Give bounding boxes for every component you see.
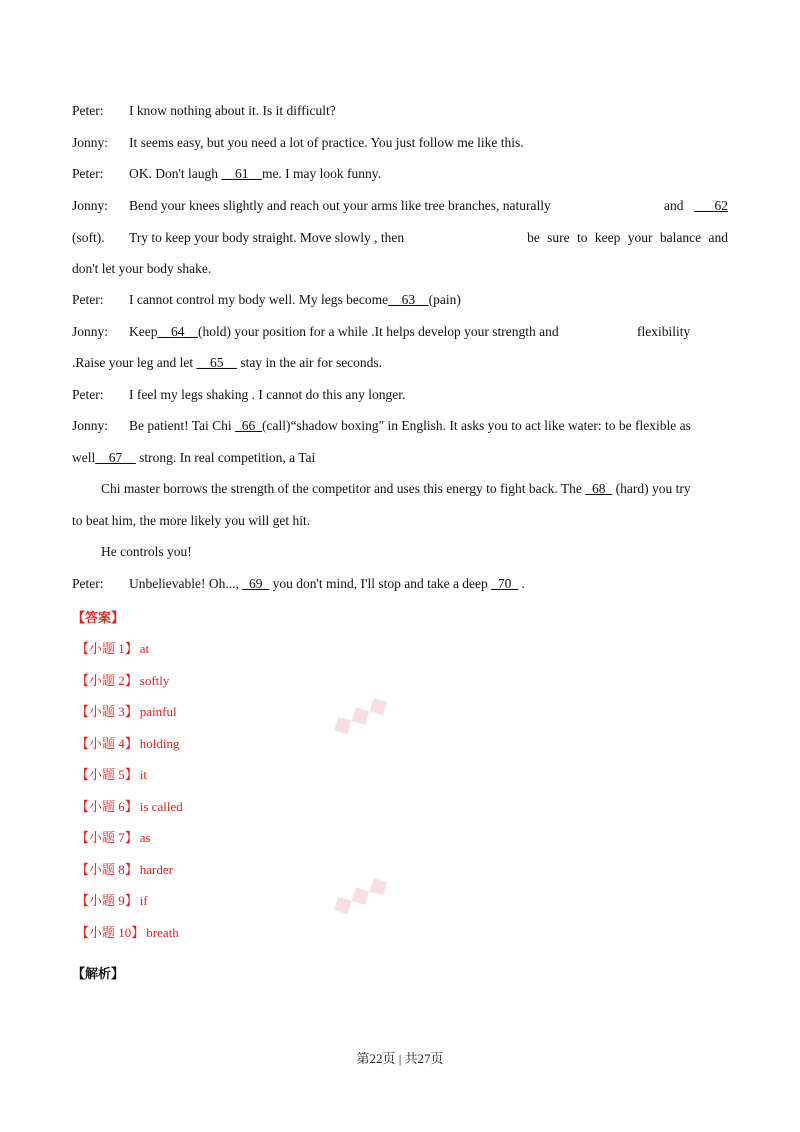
blank-70: _70_	[491, 576, 519, 591]
dialogue-line: (soft). Try to keep your body straight. Move slowly , then be sure to keep your balance and	[72, 230, 728, 245]
answer-item: 【小题 7】 as	[76, 830, 151, 845]
speaker: Jonny:	[72, 135, 109, 150]
blank-64: __64__	[157, 324, 198, 339]
watermark-mark: ◆◆◆	[326, 867, 394, 923]
dialogue-line: to beat him, the more likely you will get hit.	[72, 513, 311, 528]
dialogue-line: .Raise your leg and let __65__ stay in the air for seconds.	[72, 355, 383, 370]
dialogue-line	[72, 134, 728, 152]
speaker: Peter:	[72, 166, 104, 181]
dialogue-line: Jonny: Be patient! Tai Chi _66_(call)“shadow boxing" in English. It asks you to act like water: to be flexible as	[72, 418, 691, 433]
dialogue-line: He controls you!	[101, 544, 192, 559]
dialogue-line: Chi master borrows the strength of the competitor and uses this energy to fight back. The _68_ (hard) you try	[101, 481, 691, 496]
blank-69: _69_	[242, 576, 270, 591]
answer-item: 【小题 10】 breath	[76, 925, 179, 940]
speaker: Jonny:	[72, 198, 109, 213]
blank-67: __67__	[95, 450, 136, 465]
blank-61: __61__	[221, 166, 262, 181]
dialogue-line: Peter: Unbelievable! Oh..., _69_ you don't mind, I'll stop and take a deep _70_ .	[72, 576, 525, 591]
answer-item: 【小题 3】 painful	[76, 704, 177, 719]
answer-item: 【小题 2】 softly	[76, 673, 170, 688]
dialogue-line: don't let your body shake.	[72, 261, 212, 276]
answer-item: 【小题 1】 at	[76, 641, 150, 656]
speaker: Peter:	[72, 103, 104, 118]
speaker: Peter:	[72, 292, 104, 307]
speaker: Jonny:	[72, 418, 109, 433]
page-footer: 第22页 | 共27页	[356, 1051, 444, 1066]
answer-item: 【小题 4】 holding	[76, 736, 180, 751]
blank-66: _66_	[235, 418, 263, 433]
dialogue-line: Peter: I cannot control my body well. My legs become__63__(pain)	[72, 292, 461, 307]
answer-heading: 【答案】	[72, 610, 125, 625]
speaker: Jonny:	[72, 324, 109, 339]
dialogue-line: Jonny: Keep__64__(hold) your position for a while .It helps develop your strength and flexibility	[72, 324, 691, 339]
dialogue-line: Peter: OK. Don't laugh __61__me. I may look funny.	[72, 166, 382, 181]
blank-68: _68_	[585, 481, 613, 496]
dialogue-line: well__67__ strong. In real competition, a Tai	[72, 450, 316, 465]
blank-65: __65__	[196, 355, 237, 370]
dialogue-line	[72, 102, 728, 120]
answer-item: 【小题 6】 is called	[76, 799, 183, 814]
line-text: It seems easy, but you need a lot of practice. You just follow me like this.	[129, 135, 524, 150]
blank-63: __63__	[388, 292, 429, 307]
dialogue-line: Peter: I feel my legs shaking . I cannot do this any longer.	[72, 387, 406, 402]
answer-item: 【小题 5】 it	[76, 767, 147, 782]
answer-item: 【小题 9】 if	[76, 893, 148, 908]
blank-62: ___62	[694, 198, 728, 213]
line-text: I know nothing about it. Is it difficult?	[129, 103, 336, 118]
watermark-mark: ◆◆◆	[326, 687, 394, 743]
analysis-heading: 【解析】	[72, 966, 125, 981]
speaker: Peter:	[72, 576, 104, 591]
dialogue-line: Jonny: Bend your knees slightly and reach out your arms like tree branches, naturally and ___62	[72, 198, 728, 213]
answer-item: 【小题 8】 harder	[76, 862, 173, 877]
speaker: Peter:	[72, 387, 104, 402]
